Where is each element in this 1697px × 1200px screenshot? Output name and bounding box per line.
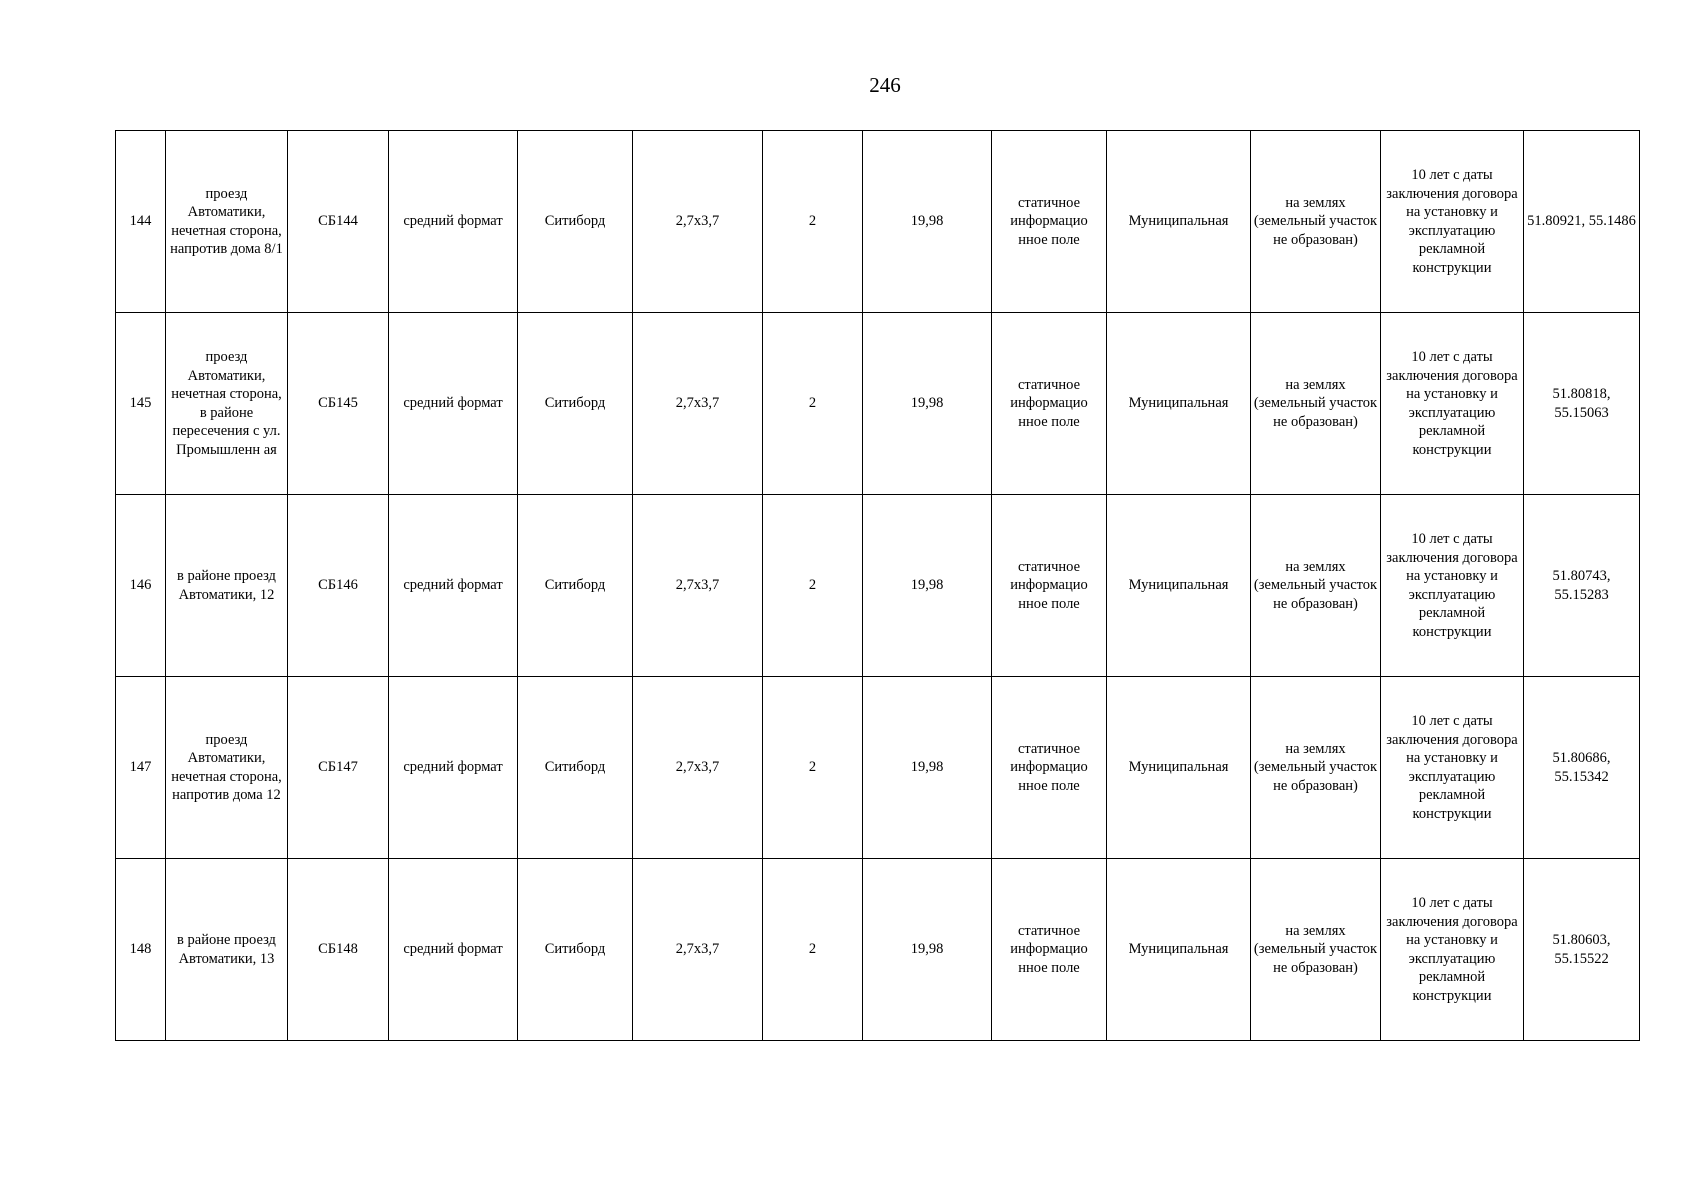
area-cell: 19,98	[863, 313, 992, 495]
page-number: 246	[869, 73, 901, 97]
address-cell: проезд Автоматики, нечетная сторона, напротив дома 12	[166, 677, 288, 859]
sides-cell: 2	[763, 313, 863, 495]
address-cell: в районе проезд Автоматики, 13	[166, 859, 288, 1041]
area-cell: 19,98	[863, 131, 992, 313]
ownership-cell: Муниципальная	[1107, 495, 1251, 677]
info-field-cell: статичное информацио нное поле	[992, 495, 1107, 677]
land-cell: на землях (земельный участок не образован)	[1251, 313, 1381, 495]
table-row	[116, 131, 1640, 313]
row-number: 144	[116, 131, 166, 313]
type-cell: Ситиборд	[518, 313, 633, 495]
term-cell: 10 лет с даты заключения договора на установку и эксплуатацию рекламной конструкции	[1381, 677, 1524, 859]
code-cell: СБ146	[288, 495, 389, 677]
ownership-cell: Муниципальная	[1107, 859, 1251, 1041]
sides-cell: 2	[763, 859, 863, 1041]
advertising-structures-table	[115, 130, 1640, 1041]
table-row	[116, 313, 1640, 495]
type-cell: Ситиборд	[518, 677, 633, 859]
sides-cell: 2	[763, 677, 863, 859]
type-cell: Ситиборд	[518, 131, 633, 313]
info-field-cell: статичное информацио нное поле	[992, 677, 1107, 859]
code-cell: СБ145	[288, 313, 389, 495]
address-cell: в районе проезд Автоматики, 12	[166, 495, 288, 677]
info-field-cell: статичное информацио нное поле	[992, 859, 1107, 1041]
type-cell: Ситиборд	[518, 859, 633, 1041]
size-cell: 2,7х3,7	[633, 495, 763, 677]
size-cell: 2,7х3,7	[633, 677, 763, 859]
format-cell: средний формат	[389, 677, 518, 859]
type-cell: Ситиборд	[518, 495, 633, 677]
coordinates-cell: 51.80686, 55.15342	[1524, 677, 1640, 859]
code-cell: СБ147	[288, 677, 389, 859]
term-cell: 10 лет с даты заключения договора на установку и эксплуатацию рекламной конструкции	[1381, 131, 1524, 313]
ownership-cell: Муниципальная	[1107, 131, 1251, 313]
area-cell: 19,98	[863, 859, 992, 1041]
info-field-cell: статичное информацио нное поле	[992, 313, 1107, 495]
table-row	[116, 677, 1640, 859]
ownership-cell: Муниципальная	[1107, 677, 1251, 859]
coordinates-cell: 51.80818, 55.15063	[1524, 313, 1640, 495]
term-cell: 10 лет с даты заключения договора на установку и эксплуатацию рекламной конструкции	[1381, 859, 1524, 1041]
land-cell: на землях (земельный участок не образован)	[1251, 677, 1381, 859]
land-cell: на землях (земельный участок не образован)	[1251, 131, 1381, 313]
land-cell: на землях (земельный участок не образован)	[1251, 859, 1381, 1041]
term-cell: 10 лет с даты заключения договора на установку и эксплуатацию рекламной конструкции	[1381, 495, 1524, 677]
address-cell: проезд Автоматики, нечетная сторона, в районе пересечения с ул. Промышленн ая	[166, 313, 288, 495]
land-cell: на землях (земельный участок не образован)	[1251, 495, 1381, 677]
table-row	[116, 859, 1640, 1041]
row-number: 145	[116, 313, 166, 495]
format-cell: средний формат	[389, 131, 518, 313]
address-cell: проезд Автоматики, нечетная сторона, напротив дома 8/1	[166, 131, 288, 313]
code-cell: СБ144	[288, 131, 389, 313]
area-cell: 19,98	[863, 495, 992, 677]
sides-cell: 2	[763, 131, 863, 313]
ownership-cell: Муниципальная	[1107, 313, 1251, 495]
coordinates-cell: 51.80603, 55.15522	[1524, 859, 1640, 1041]
row-number: 147	[116, 677, 166, 859]
coordinates-cell: 51.80743, 55.15283	[1524, 495, 1640, 677]
term-cell: 10 лет с даты заключения договора на установку и эксплуатацию рекламной конструкции	[1381, 313, 1524, 495]
size-cell: 2,7х3,7	[633, 131, 763, 313]
format-cell: средний формат	[389, 313, 518, 495]
row-number: 148	[116, 859, 166, 1041]
size-cell: 2,7х3,7	[633, 313, 763, 495]
format-cell: средний формат	[389, 859, 518, 1041]
area-cell: 19,98	[863, 677, 992, 859]
format-cell: средний формат	[389, 495, 518, 677]
size-cell: 2,7х3,7	[633, 859, 763, 1041]
sides-cell: 2	[763, 495, 863, 677]
info-field-cell: статичное информацио нное поле	[992, 131, 1107, 313]
row-number: 146	[116, 495, 166, 677]
table-row	[116, 495, 1640, 677]
code-cell: СБ148	[288, 859, 389, 1041]
coordinates-cell: 51.80921, 55.1486	[1524, 131, 1640, 313]
